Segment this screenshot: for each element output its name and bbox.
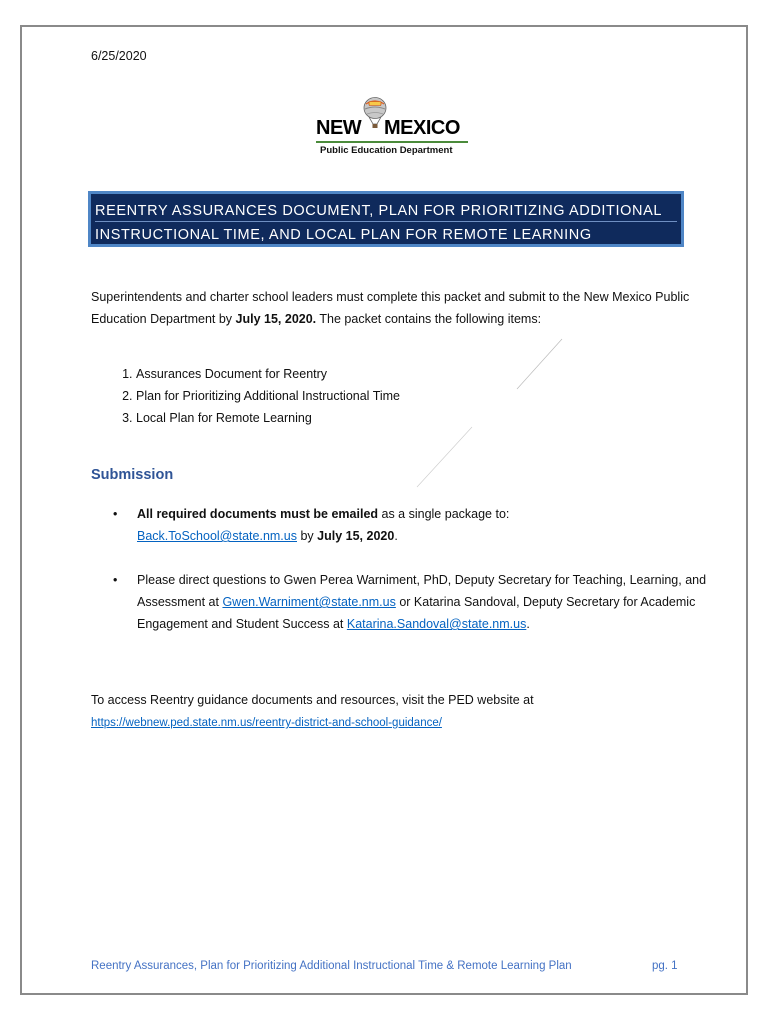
document-date: 6/25/2020	[91, 49, 147, 63]
bullet1-end: .	[394, 529, 398, 543]
list-item: 3. Local Plan for Remote Learning	[136, 407, 400, 429]
bullet2-text-2: or Katarina Sandoval, Deputy Secretary for Academic Engagement and Student Success at	[137, 595, 696, 631]
page-number: pg. 1	[652, 960, 678, 972]
bullet2-text: Please direct questions to Gwen Perea Warniment, PhD, Deputy Secretary for Teaching, Learning, and Assessment at	[137, 573, 707, 609]
logo-divider	[316, 141, 468, 143]
bullet1-deadline: July 15, 2020	[317, 529, 395, 543]
footer-title: Reentry Assurances, Plan for Prioritizing Additional Instructional Time & Remote Learning Plan	[91, 960, 572, 972]
title-line-1: REENTRY ASSURANCES DOCUMENT, PLAN FOR PRIORITIZING ADDITIONAL	[95, 203, 663, 219]
submission-heading: Submission	[91, 467, 174, 483]
bullet-glyph: •	[113, 573, 118, 587]
bullet1-bold: All required documents must be emailed	[137, 507, 379, 521]
intro-text-end: The packet contains the following items:	[316, 312, 542, 326]
bullet1-by: by	[297, 529, 318, 543]
submission-list	[91, 503, 717, 657]
bullet-glyph: •	[113, 507, 118, 521]
ped-website-link[interactable]: https://webnew.ped.state.nm.us/reentry-district-and-school-guidance/	[91, 717, 442, 729]
bullet2-end: .	[526, 617, 530, 631]
logo-word-mexico: MEXICO	[384, 117, 460, 139]
list-item: 2. Plan for Prioritizing Additional Instructional Time	[136, 385, 400, 407]
warniment-email-link[interactable]: Gwen.Warniment@state.nm.us	[222, 595, 396, 609]
intro-deadline: July 15, 2020.	[235, 312, 317, 326]
list-item: 1. Assurances Document for Reentry	[136, 363, 400, 385]
document-page	[20, 25, 748, 995]
intro-text: Superintendents and charter school leaders must complete this packet and submit to the New Mexico Public Education Department by	[91, 290, 690, 326]
back-to-school-email-link[interactable]: Back.ToSchool@state.nm.us	[137, 529, 297, 543]
sandoval-email-link[interactable]: Katarina.Sandoval@state.nm.us	[346, 617, 527, 631]
logo-word-new: NEW	[316, 117, 362, 139]
logo-subtitle: Public Education Department	[320, 145, 453, 156]
ped-logo	[314, 97, 474, 159]
access-text: To access Reentry guidance documents and resources, visit the PED website at	[91, 693, 534, 707]
title-line-2: INSTRUCTIONAL TIME, AND LOCAL PLAN FOR REMOTE LEARNING	[95, 227, 592, 243]
bullet1-text: as a single package to:	[378, 507, 510, 521]
list-item	[113, 503, 717, 547]
packet-items-list	[91, 363, 400, 429]
list-item	[113, 569, 717, 635]
title-banner	[88, 191, 684, 247]
access-paragraph	[91, 689, 691, 734]
title-rule	[95, 221, 677, 222]
intro-paragraph	[91, 286, 691, 330]
